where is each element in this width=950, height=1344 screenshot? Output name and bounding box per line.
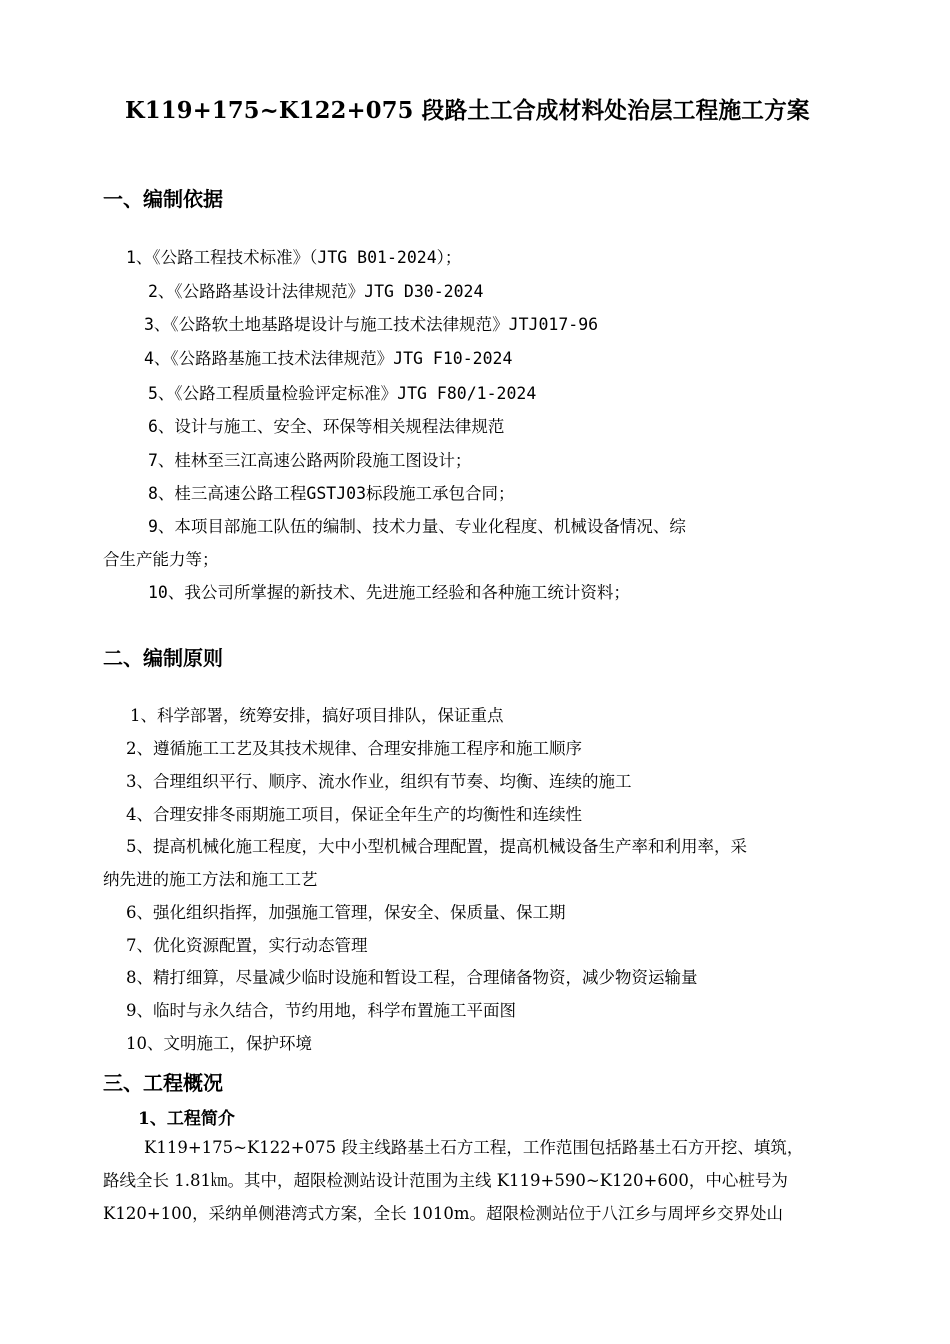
principle-item-1: 1、科学部署，统筹安排，搞好项目排队，保证重点 — [130, 706, 504, 725]
section-heading-basis: 一、编制依据 — [103, 187, 223, 211]
principle-item-9: 9、临时与永久结合，节约用地，科学布置施工平面图 — [126, 1001, 516, 1020]
basis-item-6: 6、设计与施工、安全、环保等相关规程法律规范 — [148, 417, 505, 436]
intro-paragraph-line-2: 路线全长 1.81㎞。其中，超限检测站设计范围为主线 K119+590~K120+600，中心桩号为 — [103, 1171, 788, 1190]
basis-item-9: 9、本项目部施工队伍的编制、技术力量、专业化程度、机械设备情况、综 — [148, 517, 686, 536]
principle-item-5-cont: 纳先进的施工方法和施工工艺 — [103, 870, 318, 889]
intro-paragraph-line-1: K119+175~K122+075 段主线路基土石方工程，工作范围包括路基土石方开挖、填筑， — [144, 1138, 804, 1157]
section-heading-principles: 二、编制原则 — [103, 646, 223, 670]
basis-item-7: 7、桂林至三江高速公路两阶段施工图设计； — [148, 451, 472, 470]
basis-item-8: 8、桂三高速公路工程GSTJ03标段施工承包合同； — [148, 484, 515, 503]
principle-item-7: 7、优化资源配置，实行动态管理 — [126, 936, 368, 955]
basis-item-3: 3、《公路软土地基路堤设计与施工技术法律规范》JTJ017-96 — [144, 315, 599, 334]
basis-item-5: 5、《公路工程质量检验评定标准》JTG F80/1-2024 — [148, 384, 537, 403]
basis-item-10: 10、我公司所掌握的新技术、先进施工经验和各种施工统计资料； — [148, 583, 630, 602]
principle-item-4: 4、合理安排冬雨期施工项目，保证全年生产的均衡性和连续性 — [126, 805, 582, 824]
basis-item-2: 2、《公路路基设计法律规范》JTG D30-2024 — [148, 282, 484, 301]
basis-item-9-cont: 合生产能力等； — [103, 550, 219, 569]
principle-item-5: 5、提高机械化施工程度，大中小型机械合理配置，提高机械设备生产率和利用率，采 — [126, 837, 747, 856]
principle-item-8: 8、精打细算，尽量减少临时设施和暂设工程，合理储备物资，减少物资运输量 — [126, 968, 698, 987]
principle-item-3: 3、合理组织平行、顺序、流水作业，组织有节奏、均衡、连续的施工 — [126, 772, 632, 791]
principle-item-2: 2、遵循施工工艺及其技术规律、合理安排施工程序和施工顺序 — [126, 739, 582, 758]
basis-item-4: 4、《公路路基施工技术法律规范》JTG F10-2024 — [144, 349, 513, 368]
basis-item-1: 1、《公路工程技术标准》（JTG B01-2024）； — [126, 248, 462, 267]
principle-item-10: 10、文明施工，保护环境 — [126, 1034, 312, 1053]
intro-paragraph-line-3: K120+100，采纳单侧港湾式方案，全长 1010m。超限检测站位于八江乡与周坪乡交界处山 — [103, 1204, 784, 1223]
section-heading-overview: 三、工程概况 — [103, 1071, 223, 1095]
principle-item-6: 6、强化组织指挥，加强施工管理，保安全、保质量、保工期 — [126, 903, 566, 922]
document-title: K119+175~K122+075 段路土工合成材料处治层工程施工方案 — [125, 97, 810, 124]
subsection-heading-intro: 1、工程简介 — [138, 1109, 235, 1129]
